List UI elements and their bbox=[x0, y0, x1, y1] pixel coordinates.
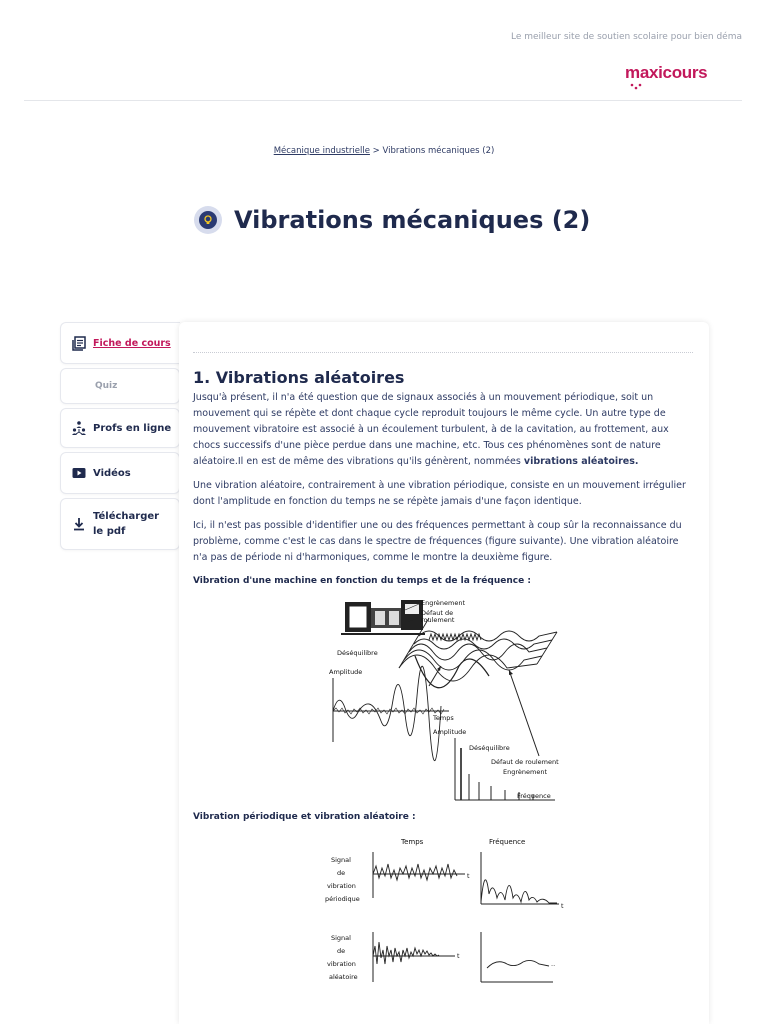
sidebar-item-label: Fiche de cours bbox=[93, 337, 171, 349]
paragraph-spectrum: Ici, il n'est pas possible d'identifier une ou des fréquences permettant à coup sûr la reconnaissance du problème, comme c'est le cas dans le spectre de fréquences (figure suivante). Une vibration aléatoire n'a pas de période ni d'harmoniques, comme le montre la deuxième figure. bbox=[193, 520, 682, 563]
paragraph-text: Jusqu'à présent, il n'a été question que de signaux associés à un mouvement périodique, soit un mouvement qui se répète et dont chaque cycle reproduit toujours le même cycle. Un autre type de mouvement vibratoire est associé à un écoulement turbulent, à de la cavitation, au frottement, aux chocs successifs d'une pièce perdue dans une machine, etc. Tous ces phénomènes sont de nature aléatoire.Il en est de même des vibrations qu'ils génèrent, nommées bbox=[193, 392, 669, 467]
course-content-card bbox=[179, 322, 709, 1024]
label-de-1: de bbox=[337, 869, 346, 877]
label-t-1: t bbox=[467, 872, 470, 880]
sidebar-item-label: Télécharger bbox=[93, 511, 160, 522]
periodic-vs-random-figure bbox=[317, 832, 577, 1012]
maxicours-logo[interactable] bbox=[625, 63, 707, 83]
sidebar-item-fiche-de-cours[interactable] bbox=[60, 322, 180, 364]
breadcrumb-parent-link[interactable]: Mécanique industrielle bbox=[273, 146, 370, 156]
logo-text: maxicours bbox=[625, 63, 708, 82]
logo-dots-icon bbox=[629, 82, 645, 90]
label-engrenement-2: Engrènement bbox=[503, 768, 547, 776]
teachers-icon bbox=[71, 420, 87, 436]
header-divider bbox=[24, 100, 742, 101]
label-temps: Temps bbox=[433, 714, 454, 722]
figure-caption-2: Vibration périodique et vibration aléatoire : bbox=[193, 812, 416, 822]
sidebar-item-quiz[interactable] bbox=[60, 368, 180, 404]
header-tagline: Le meilleur site de soutien scolaire pour bien déma bbox=[510, 32, 742, 42]
download-icon bbox=[71, 516, 87, 532]
sidebar-item-profs-en-ligne[interactable] bbox=[60, 408, 180, 448]
paragraph-definition: Une vibration aléatoire, contrairement à une vibration périodique, consiste en un mouvement irrégulier dont l'amplitude en fonction du temps ne se répète jamais d'une façon identique. bbox=[193, 480, 686, 507]
paragraph-intro bbox=[193, 390, 693, 470]
label-amplitude: Amplitude bbox=[329, 668, 363, 676]
label-periodique: périodique bbox=[325, 895, 360, 903]
label-defaut-b: roulement bbox=[421, 616, 455, 624]
breadcrumb-separator: > bbox=[372, 146, 380, 156]
course-sheet-icon bbox=[71, 335, 87, 351]
label-amplitude-2: Amplitude bbox=[433, 728, 467, 736]
label-signal-1: Signal bbox=[331, 856, 351, 864]
label-signal-2: Signal bbox=[331, 934, 351, 942]
figure-caption-1: Vibration d'une machine en fonction du temps et de la fréquence : bbox=[193, 576, 531, 586]
paragraph-bold-term: vibrations aléatoires. bbox=[523, 456, 639, 467]
sidebar-item-videos[interactable] bbox=[60, 452, 180, 494]
label-t-2: t bbox=[561, 902, 564, 910]
machine-illustration bbox=[341, 600, 425, 634]
label-desequilibre: Déséquilibre bbox=[337, 649, 378, 657]
sidebar-item-label: Profs en ligne bbox=[93, 422, 172, 434]
label-frequence-header: Fréquence bbox=[489, 838, 526, 846]
label-t-3: t bbox=[457, 952, 460, 960]
breadcrumb-current: Vibrations mécaniques (2) bbox=[382, 146, 495, 156]
label-engrenement: Engrènement bbox=[421, 599, 465, 607]
breadcrumb bbox=[0, 146, 768, 156]
svg-text:..: .. bbox=[551, 960, 556, 968]
label-temps-header: Temps bbox=[401, 838, 424, 846]
label-defaut-a: Défaut de bbox=[421, 609, 454, 617]
page-title-block bbox=[194, 206, 590, 234]
machine-vibration-figure bbox=[329, 596, 569, 806]
course-sidebar bbox=[60, 322, 180, 554]
sidebar-item-label: Quiz bbox=[95, 381, 118, 391]
label-vibration-1: vibration bbox=[327, 882, 356, 890]
label-aleatoire: aléatoire bbox=[329, 973, 358, 981]
lightbulb-icon bbox=[194, 206, 222, 234]
dotted-divider bbox=[193, 352, 693, 353]
sidebar-item-label: Vidéos bbox=[93, 467, 131, 479]
sidebar-item-label-line2: le pdf bbox=[93, 526, 126, 537]
label-defaut-2: Défaut de roulement bbox=[491, 758, 559, 766]
section-title: 1. Vibrations aléatoires bbox=[193, 368, 405, 387]
page-title: Vibrations mécaniques (2) bbox=[234, 206, 591, 234]
label-vibration-2: vibration bbox=[327, 960, 356, 968]
label-desequilibre-2: Déséquilibre bbox=[469, 744, 510, 752]
video-icon bbox=[71, 465, 87, 481]
label-de-2: de bbox=[337, 947, 346, 955]
sidebar-item-download-pdf[interactable] bbox=[60, 498, 180, 550]
label-frequence: Fréquence bbox=[517, 792, 551, 800]
